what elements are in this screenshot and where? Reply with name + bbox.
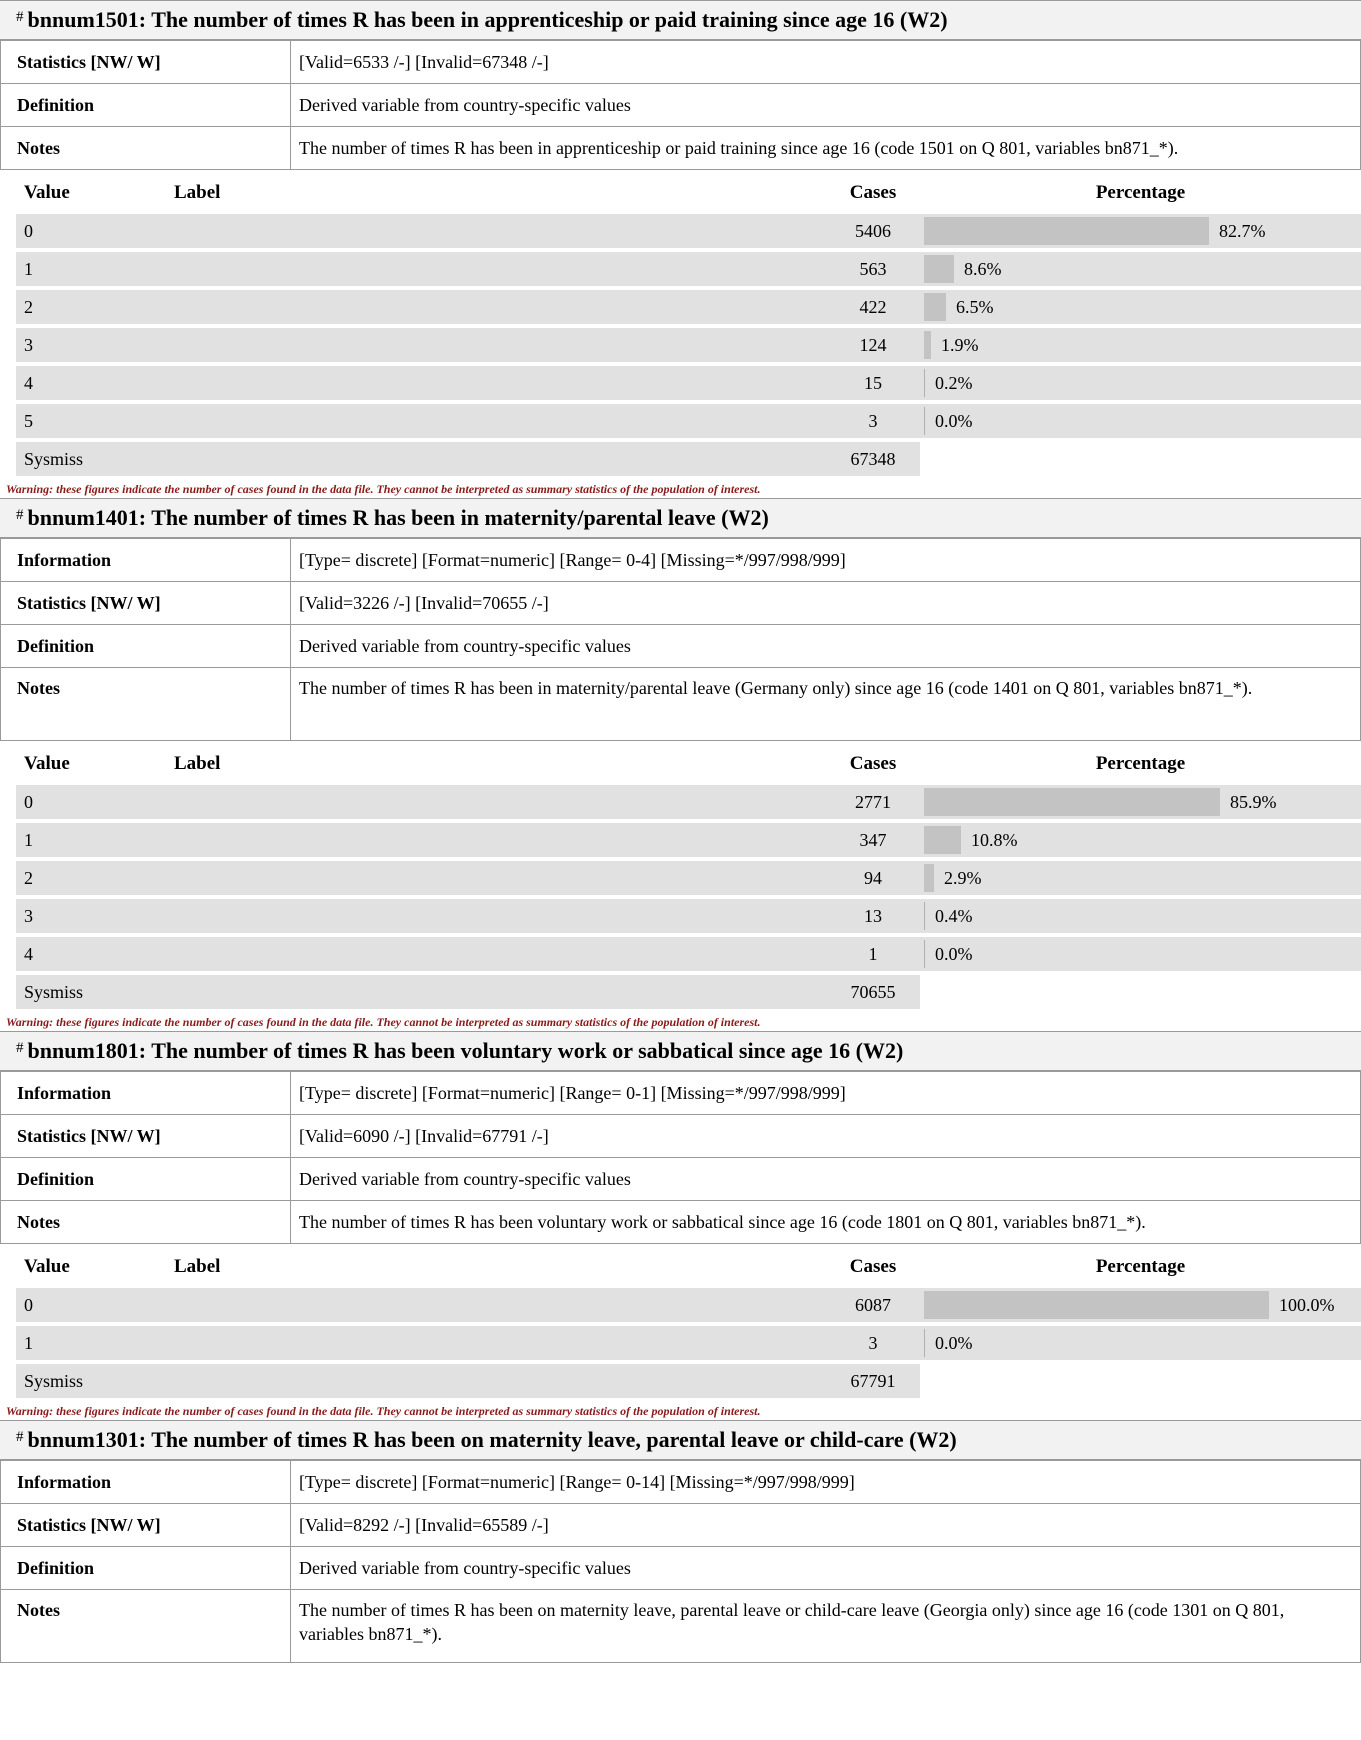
variable-section xyxy=(0,498,1361,1031)
meta-row xyxy=(1,582,1361,625)
row-value: 3 xyxy=(16,328,166,362)
row-label xyxy=(166,861,826,895)
col-header-cases: Cases xyxy=(849,182,897,203)
variable-meta-table xyxy=(0,40,1361,170)
meta-row xyxy=(1,625,1361,668)
percentage-bar xyxy=(924,1329,925,1357)
variable-title-text: bnnum1401: The number of times R has been in maternity/parental leave (W2) xyxy=(27,505,769,530)
meta-value: [Valid=6533 /-] [Invalid=67348 /-] xyxy=(291,41,1361,84)
meta-key: Definition xyxy=(1,625,291,668)
row-cases: 563 xyxy=(826,252,920,286)
row-value: 0 xyxy=(16,214,166,248)
row-cases: 67791 xyxy=(826,1364,920,1398)
frequency-row xyxy=(16,252,1361,286)
meta-row xyxy=(1,1590,1361,1663)
frequency-table xyxy=(16,743,1361,1013)
percentage-label: 0.4% xyxy=(935,905,973,926)
row-value: 3 xyxy=(16,899,166,933)
row-value: 1 xyxy=(16,252,166,286)
frequency-table-wrap xyxy=(0,741,1361,1013)
row-label xyxy=(166,785,826,819)
row-label xyxy=(166,1364,826,1398)
frequency-row xyxy=(16,785,1361,819)
frequency-row xyxy=(16,442,1361,476)
col-header-label: Label xyxy=(174,753,221,774)
percentage-label: 85.9% xyxy=(1230,791,1277,812)
meta-row xyxy=(1,1201,1361,1244)
row-label xyxy=(166,252,826,286)
percentage-label: 1.9% xyxy=(941,334,979,355)
frequency-row xyxy=(16,899,1361,933)
meta-row xyxy=(1,127,1361,170)
variable-title xyxy=(0,1420,1361,1460)
meta-key: Notes xyxy=(1,668,291,741)
row-label xyxy=(166,937,826,971)
row-value: 0 xyxy=(16,785,166,819)
row-value: 1 xyxy=(16,823,166,857)
percentage-label: 0.0% xyxy=(935,943,973,964)
meta-key: Notes xyxy=(1,1201,291,1244)
col-header-cases: Cases xyxy=(849,753,897,774)
row-value: 4 xyxy=(16,937,166,971)
warning-note: Warning: these figures indicate the number of cases found in the data file. They cannot be interpreted as summary statistics of the population of interest. xyxy=(6,1015,761,1029)
frequency-row xyxy=(16,328,1361,362)
meta-row xyxy=(1,41,1361,84)
meta-key: Information xyxy=(1,1461,291,1504)
hash-marker: # xyxy=(16,1428,24,1445)
frequency-row xyxy=(16,823,1361,857)
row-percentage xyxy=(920,366,1361,400)
variable-section xyxy=(0,0,1361,498)
meta-key: Information xyxy=(1,539,291,582)
row-cases: 70655 xyxy=(826,975,920,1009)
row-cases: 3 xyxy=(826,404,920,438)
frequency-row xyxy=(16,290,1361,324)
percentage-bar xyxy=(924,940,925,968)
frequency-header xyxy=(16,1250,1361,1284)
meta-row xyxy=(1,1547,1361,1590)
meta-value: [Type= discrete] [Format=numeric] [Range= 0-1] [Missing=*/997/998/999] xyxy=(291,1072,1361,1115)
row-cases: 347 xyxy=(826,823,920,857)
row-value: 1 xyxy=(16,1326,166,1360)
row-percentage xyxy=(920,1364,1361,1398)
row-cases: 2771 xyxy=(826,785,920,819)
percentage-bar-cell xyxy=(924,1288,1353,1322)
percentage-label: 0.0% xyxy=(935,1332,973,1353)
col-header-cases: Cases xyxy=(849,1256,897,1277)
row-cases: 15 xyxy=(826,366,920,400)
meta-row xyxy=(1,539,1361,582)
frequency-header xyxy=(16,176,1361,210)
row-label xyxy=(166,823,826,857)
meta-value: The number of times R has been voluntary work or sabbatical since age 16 (code 1801 on Q 801, variables bn871_*). xyxy=(291,1201,1361,1244)
meta-value: The number of times R has been in maternity/parental leave (Germany only) since age 16 (code 1401 on Q 801, variables bn871_*). xyxy=(291,668,1361,741)
meta-key: Definition xyxy=(1,84,291,127)
meta-key: Statistics [NW/ W] xyxy=(1,1115,291,1158)
row-label xyxy=(166,214,826,248)
percentage-bar xyxy=(924,293,946,321)
percentage-label: 2.9% xyxy=(944,867,982,888)
variable-title-text: bnnum1501: The number of times R has been in apprenticeship or paid training since age 16 (W2) xyxy=(27,7,948,32)
frequency-table xyxy=(16,172,1361,480)
percentage-bar-cell xyxy=(924,1326,1353,1360)
percentage-label: 8.6% xyxy=(964,258,1002,279)
col-header-value: Value xyxy=(24,1256,70,1277)
row-cases: 3 xyxy=(826,1326,920,1360)
frequency-row xyxy=(16,975,1361,1009)
percentage-bar xyxy=(924,826,961,854)
meta-value: Derived variable from country-specific values xyxy=(291,84,1361,127)
meta-value: The number of times R has been in apprenticeship or paid training since age 16 (code 1501 on Q 801, variables bn871_*). xyxy=(291,127,1361,170)
meta-key: Definition xyxy=(1,1547,291,1590)
percentage-bar-cell xyxy=(924,861,1353,895)
percentage-bar-cell xyxy=(924,899,1353,933)
percentage-label: 0.0% xyxy=(935,410,973,431)
frequency-row xyxy=(16,937,1361,971)
frequency-table xyxy=(16,1246,1361,1402)
row-percentage xyxy=(920,975,1361,1009)
row-percentage xyxy=(920,252,1361,286)
row-value: Sysmiss xyxy=(16,442,166,476)
row-cases: 6087 xyxy=(826,1288,920,1322)
col-header-value: Value xyxy=(24,753,70,774)
frequency-header xyxy=(16,747,1361,781)
row-label xyxy=(166,404,826,438)
col-header-label: Label xyxy=(174,1256,221,1277)
percentage-bar-cell xyxy=(924,823,1353,857)
meta-value: [Type= discrete] [Format=numeric] [Range= 0-14] [Missing=*/997/998/999] xyxy=(291,1461,1361,1504)
variable-title-text: bnnum1801: The number of times R has been voluntary work or sabbatical since age 16 (W2) xyxy=(27,1038,904,1063)
row-label xyxy=(166,1326,826,1360)
meta-value: [Type= discrete] [Format=numeric] [Range= 0-4] [Missing=*/997/998/999] xyxy=(291,539,1361,582)
percentage-bar-cell xyxy=(924,252,1353,286)
meta-value: Derived variable from country-specific values xyxy=(291,625,1361,668)
percentage-bar-cell xyxy=(924,404,1353,438)
percentage-bar xyxy=(924,788,1220,816)
row-value: Sysmiss xyxy=(16,1364,166,1398)
row-cases: 67348 xyxy=(826,442,920,476)
meta-key: Statistics [NW/ W] xyxy=(1,41,291,84)
frequency-row xyxy=(16,1364,1361,1398)
meta-row xyxy=(1,1504,1361,1547)
row-cases: 5406 xyxy=(826,214,920,248)
percentage-bar xyxy=(924,864,934,892)
frequency-row xyxy=(16,861,1361,895)
percentage-bar-cell xyxy=(924,214,1353,248)
meta-key: Definition xyxy=(1,1158,291,1201)
hash-marker: # xyxy=(16,1039,24,1056)
percentage-bar xyxy=(924,217,1209,245)
row-percentage xyxy=(920,328,1361,362)
frequency-table-wrap xyxy=(0,1244,1361,1402)
meta-value: [Valid=6090 /-] [Invalid=67791 /-] xyxy=(291,1115,1361,1158)
meta-row xyxy=(1,668,1361,741)
row-cases: 1 xyxy=(826,937,920,971)
percentage-bar xyxy=(924,331,931,359)
meta-row xyxy=(1,1115,1361,1158)
percentage-bar xyxy=(924,369,925,397)
variable-meta-table xyxy=(0,538,1361,741)
row-percentage xyxy=(920,442,1361,476)
meta-row xyxy=(1,1072,1361,1115)
row-percentage xyxy=(920,404,1361,438)
variable-title xyxy=(0,0,1361,40)
row-label xyxy=(166,366,826,400)
variable-title xyxy=(0,498,1361,538)
variable-title-text: bnnum1301: The number of times R has been on maternity leave, parental leave or child-care (W2) xyxy=(27,1427,957,1452)
row-percentage xyxy=(920,214,1361,248)
row-label xyxy=(166,975,826,1009)
row-cases: 124 xyxy=(826,328,920,362)
variable-section xyxy=(0,1420,1361,1663)
row-label xyxy=(166,1288,826,1322)
meta-key: Statistics [NW/ W] xyxy=(1,582,291,625)
percentage-label: 0.2% xyxy=(935,372,973,393)
col-header-percentage: Percentage xyxy=(1095,182,1186,203)
row-percentage xyxy=(920,861,1361,895)
percentage-bar-cell xyxy=(924,328,1353,362)
row-label xyxy=(166,442,826,476)
variable-title xyxy=(0,1031,1361,1071)
percentage-bar-cell xyxy=(924,785,1353,819)
row-percentage xyxy=(920,1288,1361,1322)
row-value: 0 xyxy=(16,1288,166,1322)
col-header-label: Label xyxy=(174,182,221,203)
percentage-bar-cell xyxy=(924,937,1353,971)
meta-value: [Valid=3226 /-] [Invalid=70655 /-] xyxy=(291,582,1361,625)
row-value: Sysmiss xyxy=(16,975,166,1009)
row-label xyxy=(166,290,826,324)
percentage-label: 10.8% xyxy=(971,829,1018,850)
row-percentage xyxy=(920,937,1361,971)
frequency-row xyxy=(16,404,1361,438)
meta-key: Notes xyxy=(1,1590,291,1663)
warning-note: Warning: these figures indicate the number of cases found in the data file. They cannot be interpreted as summary statistics of the population of interest. xyxy=(6,1404,761,1418)
percentage-bar xyxy=(924,1291,1269,1319)
row-percentage xyxy=(920,785,1361,819)
percentage-label: 6.5% xyxy=(956,296,994,317)
meta-value: Derived variable from country-specific values xyxy=(291,1158,1361,1201)
percentage-bar xyxy=(924,407,925,435)
frequency-row xyxy=(16,366,1361,400)
row-cases: 422 xyxy=(826,290,920,324)
hash-marker: # xyxy=(16,8,24,25)
percentage-bar-cell xyxy=(924,290,1353,324)
meta-value: The number of times R has been on maternity leave, parental leave or child-care leave (Georgia only) since age 16 (code 1301 on Q 801, variables bn871_*). xyxy=(291,1590,1361,1663)
variable-meta-table xyxy=(0,1071,1361,1244)
row-percentage xyxy=(920,290,1361,324)
variable-section xyxy=(0,1031,1361,1420)
percentage-bar xyxy=(924,902,925,930)
row-label xyxy=(166,899,826,933)
row-percentage xyxy=(920,1326,1361,1360)
percentage-label: 82.7% xyxy=(1219,220,1266,241)
meta-key: Information xyxy=(1,1072,291,1115)
meta-key: Statistics [NW/ W] xyxy=(1,1504,291,1547)
meta-value: [Valid=8292 /-] [Invalid=65589 /-] xyxy=(291,1504,1361,1547)
col-header-percentage: Percentage xyxy=(1095,753,1186,774)
meta-value: Derived variable from country-specific values xyxy=(291,1547,1361,1590)
row-percentage xyxy=(920,899,1361,933)
percentage-bar-cell xyxy=(924,366,1353,400)
frequency-row xyxy=(16,214,1361,248)
frequency-table-wrap xyxy=(0,170,1361,480)
percentage-bar xyxy=(924,255,954,283)
hash-marker: # xyxy=(16,506,24,523)
frequency-row xyxy=(16,1326,1361,1360)
variable-meta-table xyxy=(0,1460,1361,1663)
row-percentage xyxy=(920,823,1361,857)
meta-row xyxy=(1,1461,1361,1504)
meta-row xyxy=(1,84,1361,127)
row-cases: 94 xyxy=(826,861,920,895)
row-label xyxy=(166,328,826,362)
row-value: 2 xyxy=(16,290,166,324)
col-header-value: Value xyxy=(24,182,70,203)
warning-note: Warning: these figures indicate the number of cases found in the data file. They cannot be interpreted as summary statistics of the population of interest. xyxy=(6,482,761,496)
row-value: 2 xyxy=(16,861,166,895)
row-value: 5 xyxy=(16,404,166,438)
row-cases: 13 xyxy=(826,899,920,933)
meta-key: Notes xyxy=(1,127,291,170)
row-value: 4 xyxy=(16,366,166,400)
percentage-label: 100.0% xyxy=(1279,1294,1335,1315)
col-header-percentage: Percentage xyxy=(1095,1256,1186,1277)
frequency-row xyxy=(16,1288,1361,1322)
meta-row xyxy=(1,1158,1361,1201)
